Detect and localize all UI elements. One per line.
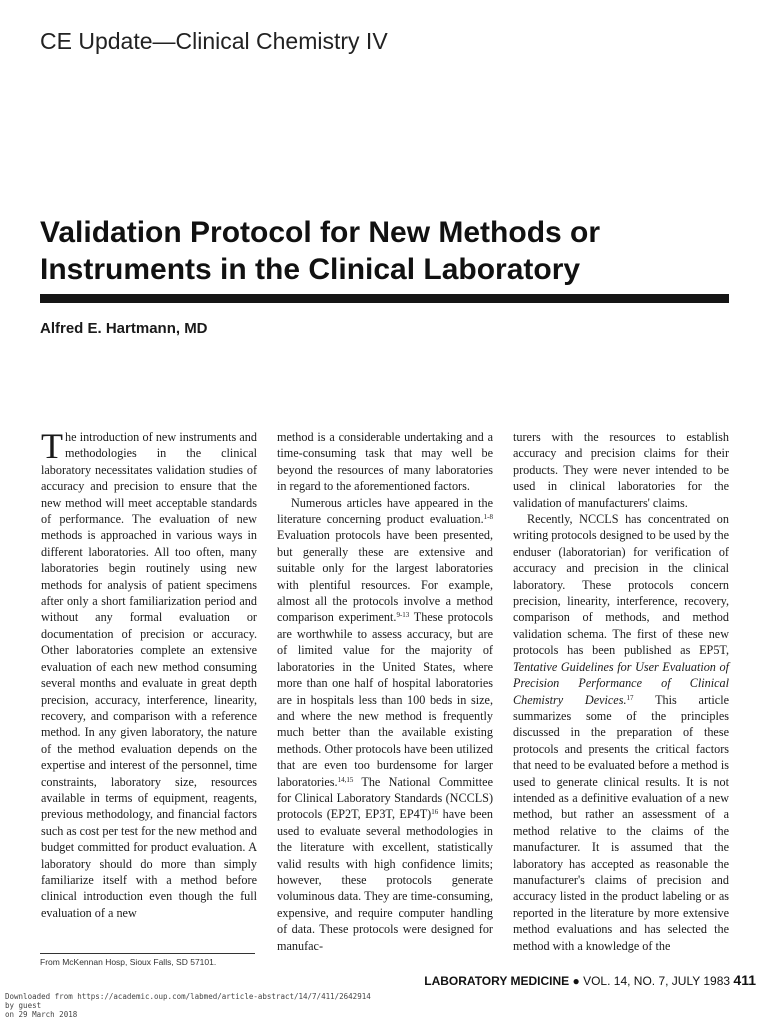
article-title-line-2: Instruments in the Clinical Laboratory	[40, 253, 581, 286]
reference-marker: 17	[626, 693, 634, 702]
cited-title: Tentative Guidelines for User Evaluation of Precision Performance of Clinical Chemistry Devices.	[513, 659, 729, 707]
issue-info: VOL. 14, NO. 7, JULY 1983	[579, 974, 731, 988]
reference-marker: 1-8	[483, 513, 493, 522]
body-column-3	[513, 429, 729, 954]
article-title	[40, 214, 740, 288]
article-title-line-1: Validation Protocol for New Methods or	[40, 216, 601, 249]
download-user: by guest	[5, 1001, 42, 1010]
title-rule	[40, 294, 729, 303]
journal-name: LABORATORY MEDICINE	[424, 974, 570, 988]
paragraph: Recently, NCCLS has concentrated on writing protocols designed to be used by the enduser (laboratorian) for verification of accuracy and precision in the clinical laboratory. These protocols concern precision, linearity, interference, recovery, comparison of methods, and method validation schema. The first of these new protocols has been published as EP5T, Tentative Guidelines for User Evaluation of Precision Performance of Clinical Chemistry Devices.$^{17}$ This article summarizes some of the principles discussed in the preparation of these protocols and presents the critical factors that need to be evaluated before a method is used to generate clinical results. It is not intended as a definitive evaluation of a new method, but rather an assessment of a method relative to the claims of the manufacturer. It is assumed that the laboratory has accepted as reasonable the manufacturer's claims of precision and accuracy listed in the product labeling or as reported in the literature by more extensive method evaluations and has selected the method with a knowledge of the	[513, 512, 729, 953]
reference-marker: 16	[431, 808, 439, 817]
paragraph	[41, 426, 257, 921]
body-column-2	[277, 429, 493, 954]
paragraph: Numerous articles have appeared in the literature concerning product evaluation.$^{1-8}$ Evaluation protocols have been presented, but generally these are extensive and suitable only for the largest laboratories with plentiful resources. For example, almost all the protocols involve a method comparison experiment.$^{9-13}$ These protocols are worthwhile to assess accuracy, but are of limited value for the majority of laboratories in the United States, where more than one half of hospital laboratories are in hospitals less than 100 beds in size, and where the new method is frequently much better than the available existing methods. Other protocols have been utilized that are even too burdensome for larger laboratories.$^{14,15}$ The National Committee for Clinical Laboratory Standards (NCCLS) protocols (EP2T, EP3T, EP4T)$^{16}$ have been used to evaluate several methodologies in the literature with excellent, statistically valid results with high confidence limits; however, these protocols generate voluminous data. They are time-consuming, expensive, and require computer handling of data. These protocols were designed for manufac-	[277, 495, 494, 953]
page-footer	[424, 972, 756, 988]
download-url[interactable]: Downloaded from https://academic.oup.com/labmed/article-abstract/14/7/411/2642914	[5, 992, 371, 1001]
reference-marker: 9-13	[396, 611, 410, 620]
footnote-rule	[40, 953, 255, 954]
page-number: 411	[733, 972, 756, 988]
download-notice	[5, 992, 371, 1019]
paragraph: turers with the resources to establish accuracy and precision claims for their products. They were never intended to be used in clinical laboratories for the validation of manufacturers' claims.	[513, 430, 729, 510]
download-date: on 29 March 2018	[5, 1010, 78, 1019]
paragraph-text: he introduction of new instruments and methodologies in the clinical laboratory necessitates validation studies of accuracy and precision to ensure that the new method will meet acceptable standards of performance. The evaluation of new methods is approached in various ways in different laboratories. All too often, many laboratories begin routinely using new methods for analysis of patient specimens after only a short familiarization period and without any formal evaluation or documentation of precision or accuracy. Other laboratories complete an extensive evaluation of each new method consuming several months and evaluate in great depth precision, accuracy, interference, linearity, recovery, and comparison with a reference method. In any given laboratory, the nature of the method evaluation depends on the expertise and interest of the personnel, time constraints, laboratory size, resources available in terms of equipment, reagents, previous methodology, and financial factors such as cost per test for the new method and budget committed for product evaluation. A laboratory should do more than simply familiarize itself with a method before clinical introduction even though the full evaluation of a new	[41, 430, 257, 920]
section-header: CE Update—Clinical Chemistry IV	[40, 28, 388, 54]
drop-cap: T	[41, 426, 63, 466]
paragraph: method is a considerable undertaking and a time-consuming task that may well be beyond the resources of many laboratories in regard to the aforementioned factors.	[277, 430, 493, 494]
bullet-icon: ●	[572, 974, 580, 988]
affiliation-footnote: From McKennan Hosp, Sioux Falls, SD 57101.	[40, 957, 217, 967]
body-column-1	[41, 426, 257, 921]
author-name: Alfred E. Hartmann, MD	[40, 320, 208, 337]
reference-marker: 14,15	[337, 775, 354, 784]
